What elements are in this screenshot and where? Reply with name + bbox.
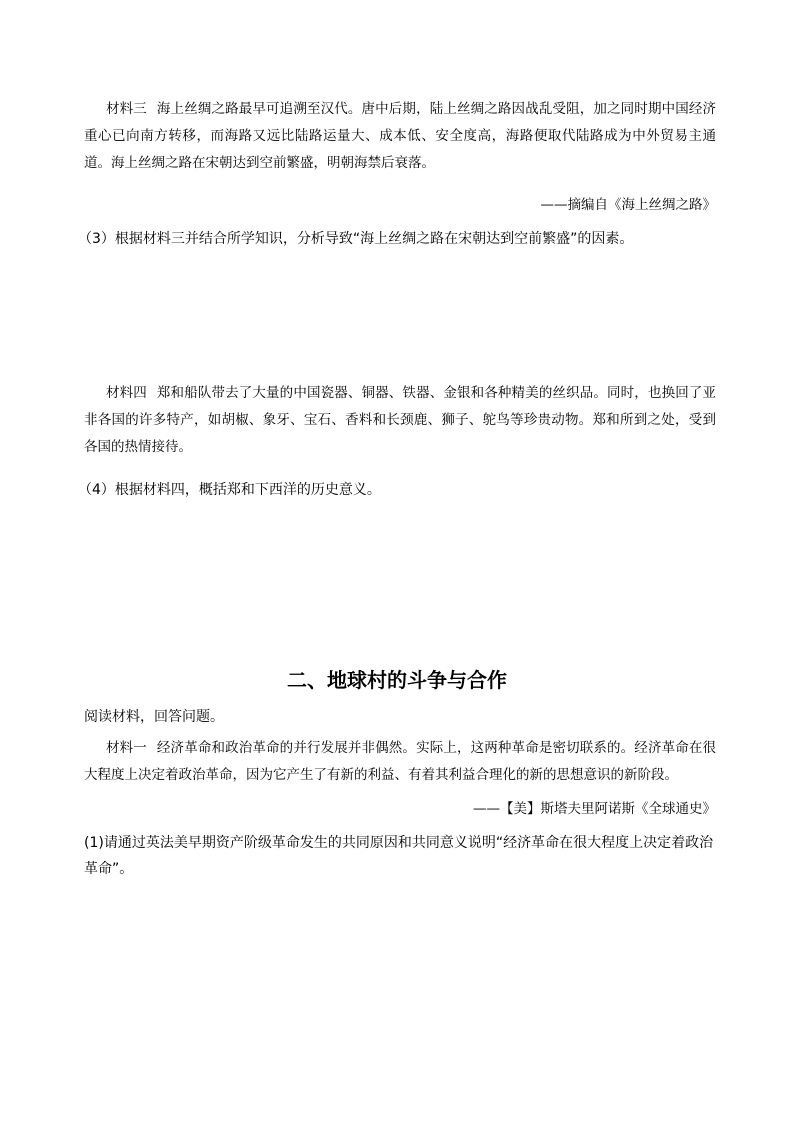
material-1-source-row (84, 797, 716, 821)
material-4-paragraph (84, 380, 716, 461)
material-1 (84, 735, 716, 789)
material-3-paragraph (84, 96, 716, 177)
question-1-row (84, 830, 716, 882)
material-4-label: 材料四 (106, 385, 147, 401)
section-title: 二、地球村的斗争与合作 (287, 668, 507, 692)
material-1-paragraph (84, 735, 716, 789)
material-3-text: 海上丝绸之路最早可追溯至汉代。唐中后期，陆上丝绸之路因战乱受阻，加之同时期中国经济重心已向南方转移，而海路又远比陆路运量大、成本低、安全度高，海路便取代陆路成为中外贸易主通道。海上丝绸之路在宋朝达到空前繁盛，明朝海禁后衰落。 (84, 101, 717, 171)
material-3-source: ——摘编自《海上丝绸之路》 (540, 197, 716, 213)
material-3-source-row (84, 193, 716, 217)
material-4 (84, 380, 716, 461)
question-4: （4）根据材料四，概括郑和下西洋的历史意义。 (78, 482, 381, 498)
material-1-label: 材料一 (106, 740, 147, 756)
question-4-row (78, 478, 728, 502)
instruction: 阅读材料，回答问题。 (84, 709, 224, 725)
question-3: （3）根据材料三并结合所学知识，分析导致“海上丝绸之路在宋朝达到空前繁盛”的因素。 (78, 231, 634, 247)
material-3-label: 材料三 (106, 101, 147, 117)
material-1-text: 经济革命和政治革命的并行发展并非偶然。实际上，这两种革命是密切联系的。经济革命在很大程度上决定着政治革命，因为它产生了有新的利益、有着其利益合理化的新的思想意识的新阶段。 (84, 740, 717, 783)
question-1: (1)请通过英法美早期资产阶级革命发生的共同原因和共同意义说明“经济革命在很大程度上决定着政治革命”。 (84, 835, 714, 877)
material-3 (84, 96, 716, 177)
question-3-row (78, 227, 728, 251)
instruction-row (84, 705, 716, 729)
material-4-text: 郑和船队带去了大量的中国瓷器、铜器、铁器、金银和各种精美的丝织品。同时，也换回了亚非各国的许多特产，如胡椒、象牙、宝石、香料和长颈鹿、狮子、鸵鸟等珍贵动物。郑和所到之处，受到各国的热情接待。 (84, 385, 717, 455)
material-1-source: ——【美】斯塔夫里阿诺斯《全球通史》 (473, 801, 716, 817)
